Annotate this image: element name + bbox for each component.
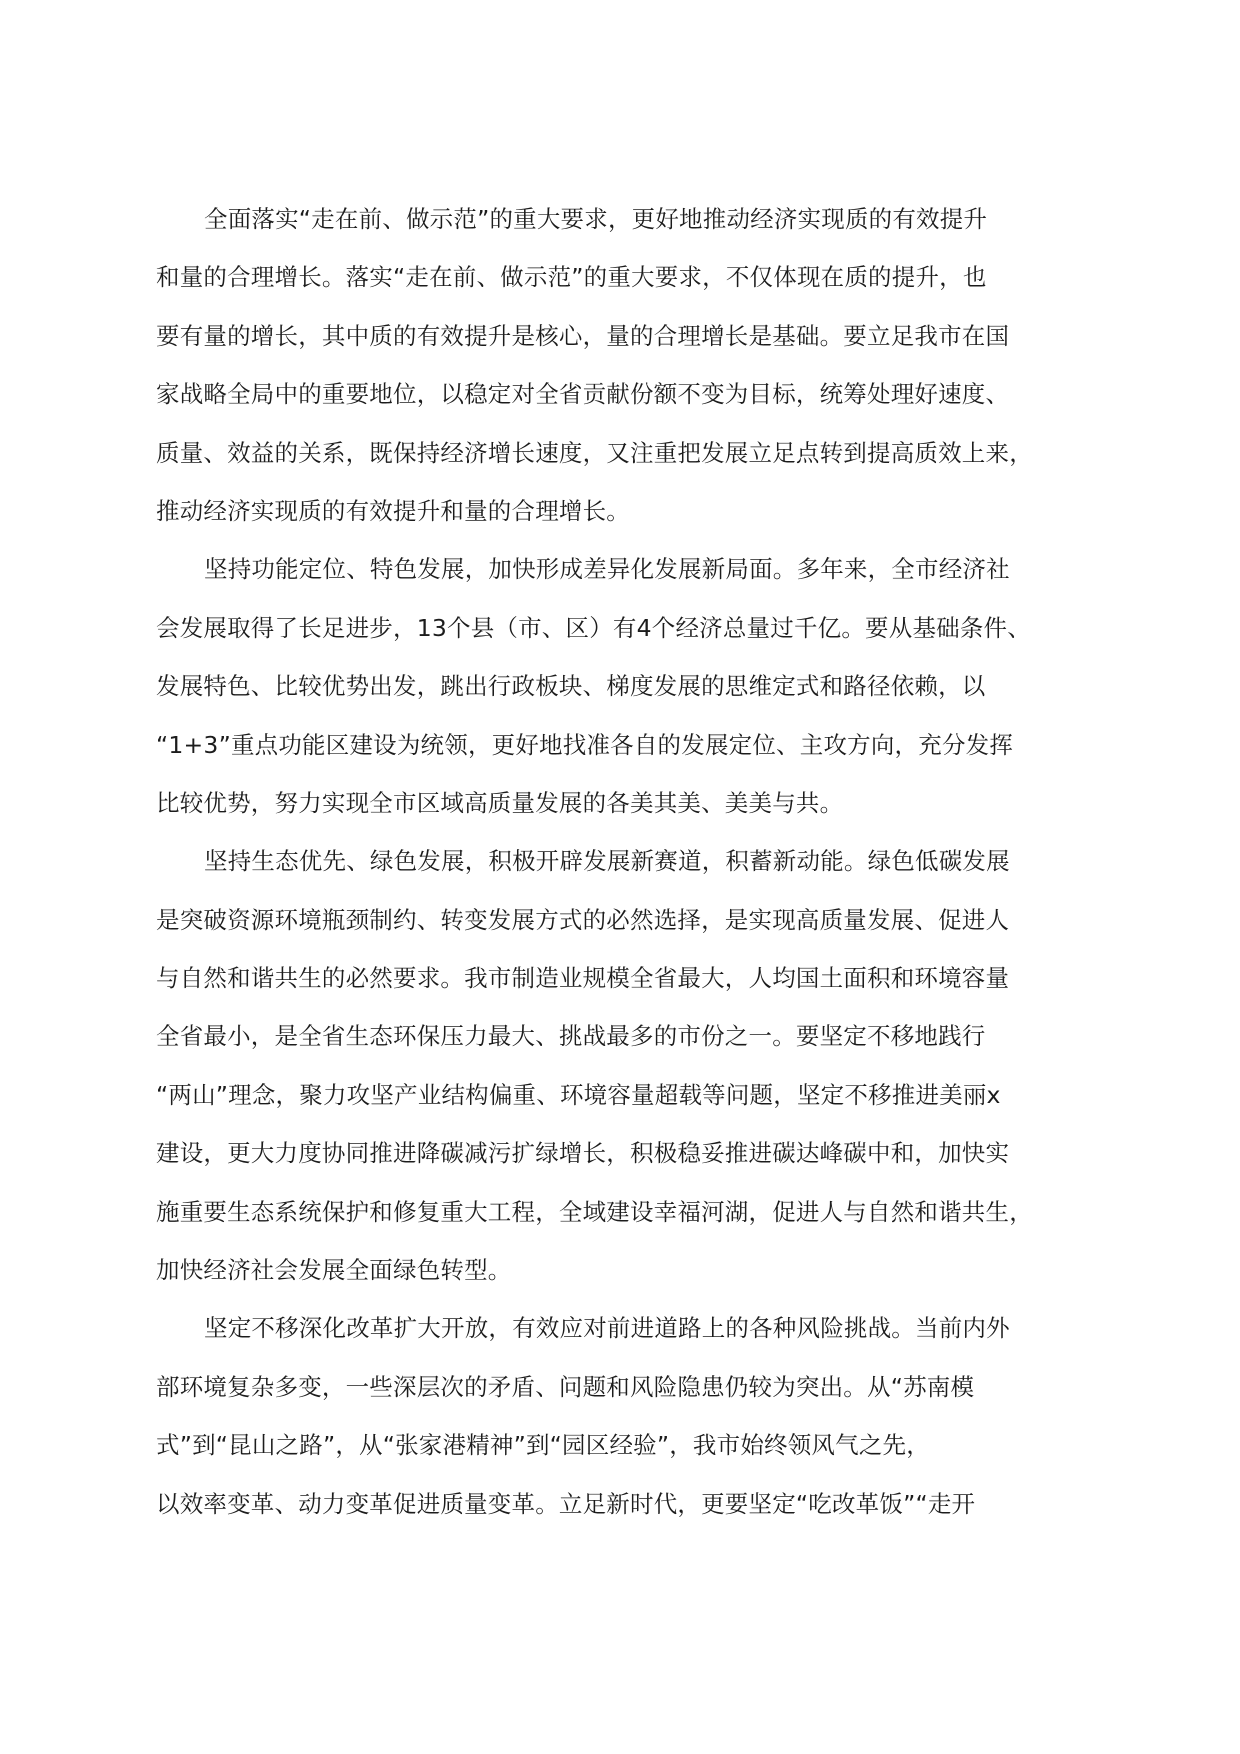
paragraph-2 (156, 540, 1076, 832)
paragraph-line: 坚持生态优先、绿色发展，积极开辟发展新赛道，积蓄新动能。绿色低碳发展 (204, 847, 1010, 876)
paragraph-line: 是突破资源环境瓶颈制约、转变发展方式的必然选择，是实现高质量发展、促进人 (156, 905, 1010, 934)
paragraph-3 (156, 832, 1076, 1299)
paragraph-line: 部环境复杂多变，一些深层次的矛盾、问题和风险隐患仍较为突出。从“苏南模 (156, 1372, 975, 1401)
paragraph-line: 要有量的增长，其中质的有效提升是核心，量的合理增长是基础。要立足我市在国 (156, 321, 1010, 350)
paragraph-line: 质量、效益的关系，既保持经济增长速度，又注重把发展立足点转到提高质效上来， (156, 438, 1033, 467)
paragraph-line: 和量的合理增长。落实“走在前、做示范”的重大要求，不仅体现在质的提升，也 (156, 263, 987, 292)
paragraph-line: 施重要生态系统保护和修复重大工程，全域建设幸福河湖，促进人与自然和谐共生， (156, 1197, 1033, 1226)
paragraph-line: 建设，更大力度协同推进降碳减污扩绿增长，积极稳妥推进碳达峰碳中和，加快实 (156, 1139, 1010, 1168)
paragraph-line: 推动经济实现质的有效提升和量的合理增长。 (156, 496, 630, 525)
paragraph-line: 以效率变革、动力变革促进质量变革。立足新时代，更要坚定“吃改革饭”“走开 (156, 1489, 976, 1518)
paragraph-line: 发展特色、比较优势出发，跳出行政板块、梯度发展的思维定式和路径依赖，以 (156, 672, 986, 701)
paragraph-line: 全面落实“走在前、做示范”的重大要求，更好地推动经济实现质的有效提升 (204, 205, 988, 233)
paragraph-line: 式”到“昆山之路”，从“张家港精神”到“园区经验”，我市始终领风气之先， (156, 1431, 930, 1460)
paragraph-line: 坚持功能定位、特色发展，加快形成差异化发展新局面。多年来，全市经济社 (204, 555, 1010, 584)
paragraph-line: 家战略全局中的重要地位，以稳定对全省贡献份额不变为目标，统筹处理好速度、 (156, 380, 1010, 409)
document-body (156, 190, 1076, 1533)
paragraph-line: “两山”理念，聚力攻坚产业结构偏重、环境容量超载等问题，坚定不移推进美丽x (156, 1080, 1001, 1109)
paragraph-line: 与自然和谐共生的必然要求。我市制造业规模全省最大，人均国土面积和环境容量 (156, 964, 1010, 993)
paragraph-line: 会发展取得了长足进步，13个县（市、区）有4个经济总量过千亿。要从基础条件、 (156, 613, 1031, 642)
paragraph-1 (156, 190, 1076, 540)
paragraph-line: 比较优势，努力实现全市区域高质量发展的各美其美、美美与共。 (156, 788, 844, 817)
paragraph-line: 加快经济社会发展全面绿色转型。 (156, 1256, 512, 1285)
paragraph-line: 全省最小，是全省生态环保压力最大、挑战最多的市份之一。要坚定不移地践行 (156, 1022, 986, 1051)
paragraph-line: 坚定不移深化改革扩大开放，有效应对前进道路上的各种风险挑战。当前内外 (204, 1314, 1010, 1343)
paragraph-line: “1+3”重点功能区建设为统领，更好地找准各自的发展定位、主攻方向，充分发挥 (156, 730, 1014, 759)
paragraph-4 (156, 1299, 1076, 1533)
